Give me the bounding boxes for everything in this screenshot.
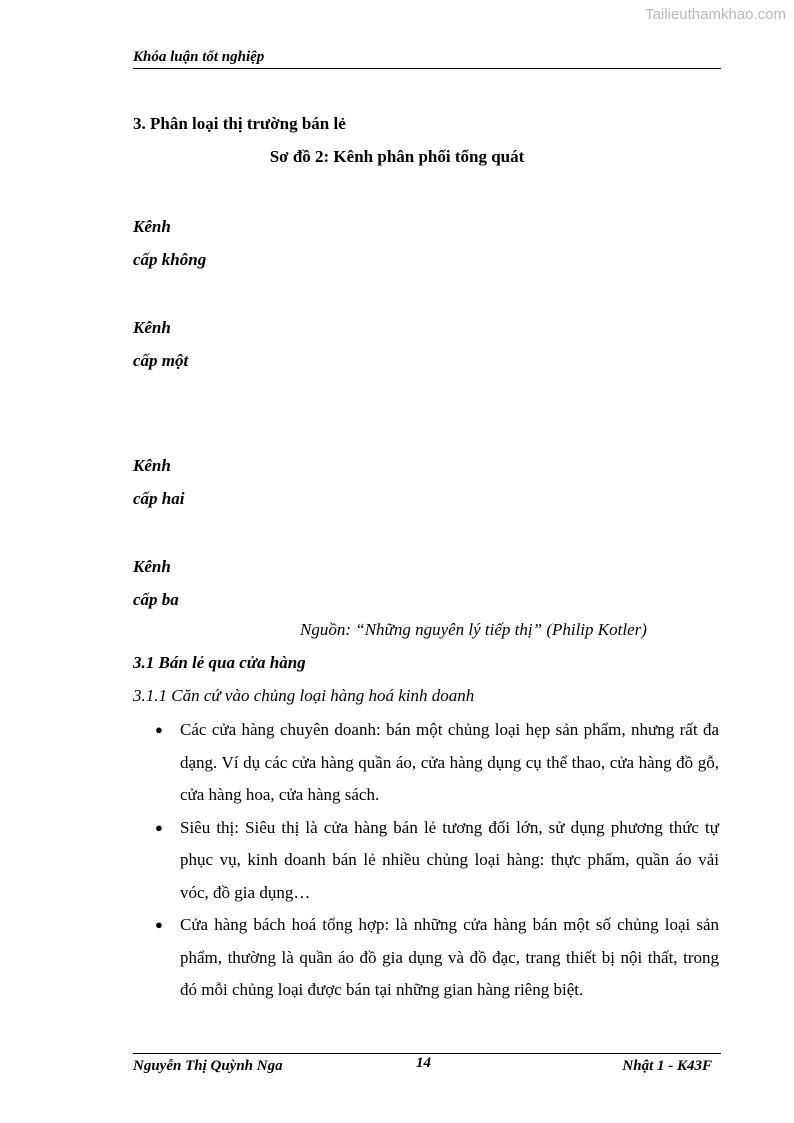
bullet-list [155,714,719,1007]
diagram-source-caption: Nguồn: “Những nguyên lý tiếp thị” (Philip Kotler) [300,620,647,639]
bullet-icon: ● [155,722,163,737]
list-item [155,714,719,812]
bullet-icon: ● [155,917,163,932]
diagram-title: Sơ đồ 2: Kênh phân phối tổng quát [269,147,525,166]
channel-label-line2: cấp một [133,351,189,370]
channel-label-level-three [133,550,179,616]
list-item-text: Cửa hàng bách hoá tổng hợp: là những cửa hàng bán một số chủng loại sản phẩm, thường là quần áo đồ gia dụng và đồ đạc, trang thiết bị nội thất, trong đó mỗi chủng loại được bán tại những gian hàng riêng biệt. [180,915,719,999]
channel-label-level-two [133,449,184,515]
channel-label-line1: Kênh [133,456,171,475]
list-item [155,909,719,1007]
channel-label-line1: Kênh [133,217,171,236]
subsection-heading: 3.1 Bán lẻ qua cửa hàng [133,653,306,672]
footer-rule [133,1053,721,1054]
channel-label-line2: cấp hai [133,489,185,508]
subsubsection-heading: 3.1.1 Căn cứ vào chủng loại hàng hoá kinh doanh [133,686,475,705]
list-item-text: Các cửa hàng chuyên doanh: bán một chủng loại hẹp sản phẩm, nhưng rất đa dạng. Ví dụ các cửa hàng quần áo, cửa hàng dụng cụ thể thao, cửa hàng đồ gỗ, cửa hàng hoa, cửa hàng sách. [180,720,719,804]
footer-author: Nguyễn Thị Quỳnh Nga [133,1058,283,1074]
channel-label-line1: Kênh [133,557,171,576]
channel-label-line2: cấp không [133,250,207,269]
channel-label-level-one [133,311,188,377]
channel-label-level-zero [133,210,206,276]
watermark-text: Tailieuthamkhao.com [645,6,786,23]
channel-label-line1: Kênh [133,318,171,337]
footer-class: Nhật 1 - K43F [622,1058,712,1074]
running-header-title: Khóa luận tốt nghiệp [133,49,265,65]
header-rule [133,68,721,69]
page-number: 14 [416,1055,431,1071]
list-item [155,812,719,910]
section-heading: 3. Phân loại thị trường bán lẻ [133,114,346,133]
bullet-icon: ● [155,819,163,835]
list-item-text: Siêu thị: Siêu thị là cửa hàng bán lẻ tương đối lớn, sử dụng phương thức tự phục vụ, kinh doanh bán lẻ nhiều chủng loại hàng: thực phẩm, quần áo vải vóc, đồ gia dụng… [180,817,719,902]
channel-label-line2: cấp ba [133,590,179,609]
